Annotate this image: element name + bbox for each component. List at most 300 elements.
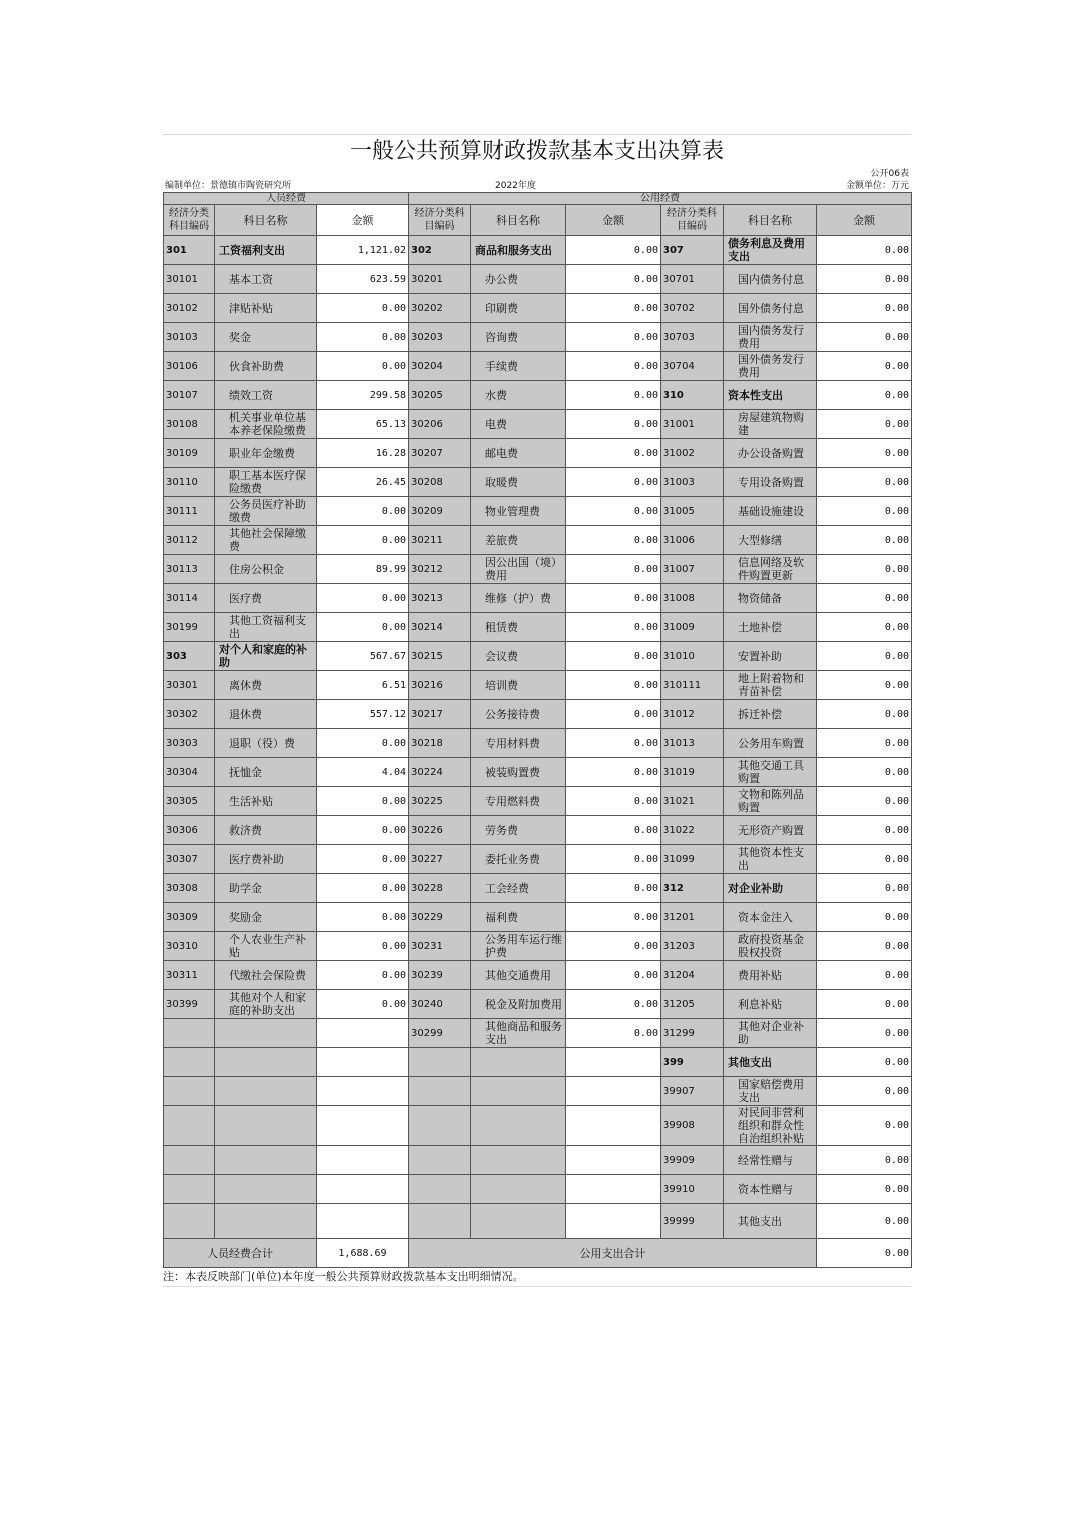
row-code-other: 307 [661,236,724,265]
row-amount-goods-services: 0.00 [566,729,661,758]
row-name-goods-services: 公务接待费 [471,700,566,729]
row-name-goods-services: 印刷费 [471,294,566,323]
row-amount-goods-services: 0.00 [566,845,661,874]
row-name-personnel: 公务员医疗补助缴费 [215,497,317,526]
row-amount-personnel: 0.00 [317,729,409,758]
row-amount-goods-services: 0.00 [566,468,661,497]
table-row [164,1146,912,1175]
row-code-other: 31010 [661,642,724,671]
row-code-other: 39909 [661,1146,724,1175]
row-name-goods-services [471,1106,566,1146]
row-name-goods-services [471,1175,566,1204]
row-amount-personnel: 0.00 [317,323,409,352]
row-code-goods-services: 30202 [409,294,471,323]
row-code-goods-services: 30218 [409,729,471,758]
row-code-goods-services [409,1106,471,1146]
row-amount-goods-services: 0.00 [566,932,661,961]
row-amount-other: 0.00 [817,1175,912,1204]
table-row [164,381,912,410]
row-code-goods-services: 30211 [409,526,471,555]
row-name-personnel [215,1106,317,1146]
section-personnel: 人员经费 [164,193,409,205]
header-name-a: 科目名称 [215,205,317,236]
row-name-goods-services: 福利费 [471,903,566,932]
row-amount-other: 0.00 [817,1048,912,1077]
row-amount-other: 0.00 [817,990,912,1019]
row-code-goods-services: 30204 [409,352,471,381]
row-code-other: 31021 [661,787,724,816]
table-row [164,671,912,700]
row-amount-personnel: 0.00 [317,294,409,323]
row-amount-personnel: 557.12 [317,700,409,729]
row-code-personnel: 30199 [164,613,215,642]
row-amount-other: 0.00 [817,642,912,671]
row-code-personnel: 30103 [164,323,215,352]
row-code-personnel [164,1146,215,1175]
row-name-goods-services: 物业管理费 [471,497,566,526]
header-code-b: 经济分类科目编码 [409,205,471,236]
row-code-other: 31002 [661,439,724,468]
row-name-personnel: 抚恤金 [215,758,317,787]
table-row [164,236,912,265]
row-name-personnel: 奖金 [215,323,317,352]
row-code-goods-services: 30216 [409,671,471,700]
row-code-personnel: 30111 [164,497,215,526]
row-amount-other: 0.00 [817,700,912,729]
row-code-goods-services: 30224 [409,758,471,787]
row-code-personnel: 301 [164,236,215,265]
row-amount-other: 0.00 [817,555,912,584]
row-name-goods-services: 邮电费 [471,439,566,468]
table-row [164,1175,912,1204]
table-row [164,352,912,381]
row-code-other: 31001 [661,410,724,439]
row-amount-other: 0.00 [817,932,912,961]
row-code-personnel: 30302 [164,700,215,729]
row-amount-goods-services: 0.00 [566,787,661,816]
row-name-personnel: 职业年金缴费 [215,439,317,468]
row-amount-other: 0.00 [817,381,912,410]
row-code-goods-services [409,1175,471,1204]
row-name-personnel: 职工基本医疗保险缴费 [215,468,317,497]
table-row [164,1204,912,1239]
row-name-other: 安置补助 [724,642,817,671]
row-name-other: 文物和陈列品购置 [724,787,817,816]
row-code-goods-services: 30231 [409,932,471,961]
row-amount-personnel: 567.67 [317,642,409,671]
row-name-goods-services: 其他交通费用 [471,961,566,990]
report-title: 一般公共预算财政拨款基本支出决算表 [163,134,911,168]
row-amount-personnel: 16.28 [317,439,409,468]
form-number: 公开06表 [870,169,909,179]
row-code-goods-services: 30208 [409,468,471,497]
table-row [164,874,912,903]
row-code-other: 310 [661,381,724,410]
row-amount-personnel: 0.00 [317,990,409,1019]
row-name-other: 国外债务发行费用 [724,352,817,381]
row-name-goods-services: 工会经费 [471,874,566,903]
table-row [164,961,912,990]
row-code-personnel: 30308 [164,874,215,903]
row-name-personnel: 住房公积金 [215,555,317,584]
table-row [164,990,912,1019]
row-code-other: 31005 [661,497,724,526]
row-code-other: 30701 [661,265,724,294]
row-amount-goods-services: 0.00 [566,642,661,671]
row-name-personnel: 绩效工资 [215,381,317,410]
row-amount-other: 0.00 [817,1146,912,1175]
row-name-goods-services: 会议费 [471,642,566,671]
row-amount-other: 0.00 [817,584,912,613]
row-code-other: 31008 [661,584,724,613]
row-name-personnel: 医疗费补助 [215,845,317,874]
row-code-goods-services: 30227 [409,845,471,874]
row-amount-personnel: 26.45 [317,468,409,497]
row-amount-personnel [317,1048,409,1077]
table-row [164,294,912,323]
row-code-goods-services: 30214 [409,613,471,642]
table-note: 注：本表反映部门(单位)本年度一般公共预算财政拨款基本支出明细情况。 [163,1268,911,1287]
table-row [164,1048,912,1077]
row-code-goods-services [409,1048,471,1077]
row-code-goods-services [409,1204,471,1239]
row-amount-personnel: 0.00 [317,497,409,526]
row-code-personnel: 30311 [164,961,215,990]
row-amount-goods-services: 0.00 [566,990,661,1019]
row-amount-personnel [317,1146,409,1175]
row-name-goods-services [471,1048,566,1077]
row-amount-goods-services: 0.00 [566,613,661,642]
row-code-other: 39910 [661,1175,724,1204]
row-name-personnel: 代缴社会保险费 [215,961,317,990]
header-name-b: 科目名称 [471,205,566,236]
row-name-other: 其他对企业补助 [724,1019,817,1048]
expenditure-table [163,192,912,1268]
row-code-goods-services: 30240 [409,990,471,1019]
row-code-personnel: 30109 [164,439,215,468]
row-name-other: 信息网络及软件购置更新 [724,555,817,584]
row-name-personnel [215,1146,317,1175]
row-code-personnel: 30110 [164,468,215,497]
row-code-personnel: 30114 [164,584,215,613]
row-amount-goods-services: 0.00 [566,584,661,613]
row-name-goods-services: 公务用车运行维护费 [471,932,566,961]
row-code-other: 39907 [661,1077,724,1106]
row-name-other: 对企业补助 [724,874,817,903]
row-name-goods-services: 办公费 [471,265,566,294]
row-name-personnel: 工资福利支出 [215,236,317,265]
row-amount-other: 0.00 [817,410,912,439]
row-name-other: 基础设施建设 [724,497,817,526]
row-amount-goods-services: 0.00 [566,294,661,323]
row-amount-goods-services: 0.00 [566,874,661,903]
row-name-goods-services: 培训费 [471,671,566,700]
row-name-personnel: 奖励金 [215,903,317,932]
table-row [164,729,912,758]
row-amount-personnel [317,1106,409,1146]
row-name-goods-services [471,1077,566,1106]
public-total-label: 公用支出合计 [409,1239,817,1268]
row-name-other: 办公设备购置 [724,439,817,468]
row-code-other: 30702 [661,294,724,323]
row-name-other: 资本性支出 [724,381,817,410]
row-amount-goods-services: 0.00 [566,381,661,410]
row-code-personnel: 30113 [164,555,215,584]
row-code-goods-services: 30299 [409,1019,471,1048]
row-amount-personnel: 0.00 [317,787,409,816]
row-name-other: 土地补偿 [724,613,817,642]
table-row [164,932,912,961]
row-name-goods-services: 手续费 [471,352,566,381]
row-name-other: 其他资本性支出 [724,845,817,874]
row-code-other: 312 [661,874,724,903]
row-code-goods-services: 302 [409,236,471,265]
money-unit: 金额单位：万元 [845,181,909,191]
row-name-other: 利息补贴 [724,990,817,1019]
row-amount-other: 0.00 [817,816,912,845]
table-row [164,439,912,468]
row-code-other: 31013 [661,729,724,758]
row-code-goods-services: 30228 [409,874,471,903]
row-code-other: 31203 [661,932,724,961]
row-name-other: 对民间非营利组织和群众性自治组织补贴 [724,1106,817,1146]
header-name-c: 科目名称 [724,205,817,236]
row-name-goods-services: 因公出国（境）费用 [471,555,566,584]
row-name-other: 其他支出 [724,1204,817,1239]
row-code-other: 31204 [661,961,724,990]
row-code-other: 31201 [661,903,724,932]
row-amount-personnel: 0.00 [317,352,409,381]
row-name-other: 费用补贴 [724,961,817,990]
compiling-unit: 编制单位：景德镇市陶瓷研究所 [165,181,292,191]
personnel-total-label: 人员经费合计 [164,1239,317,1268]
row-name-other: 无形资产购置 [724,816,817,845]
row-amount-goods-services: 0.00 [566,410,661,439]
table-row [164,700,912,729]
row-name-personnel: 其他对个人和家庭的补助支出 [215,990,317,1019]
row-code-personnel: 30304 [164,758,215,787]
row-name-other: 债务利息及费用支出 [724,236,817,265]
row-code-personnel: 30310 [164,932,215,961]
row-name-other: 资本金注入 [724,903,817,932]
row-amount-goods-services: 0.00 [566,1019,661,1048]
row-code-goods-services: 30207 [409,439,471,468]
row-amount-goods-services [566,1146,661,1175]
row-amount-personnel: 299.58 [317,381,409,410]
row-name-personnel: 伙食补助费 [215,352,317,381]
row-name-other: 公务用车购置 [724,729,817,758]
table-row [164,265,912,294]
row-amount-other: 0.00 [817,1077,912,1106]
row-amount-goods-services: 0.00 [566,816,661,845]
row-amount-other: 0.00 [817,526,912,555]
row-code-goods-services: 30239 [409,961,471,990]
row-code-goods-services: 30212 [409,555,471,584]
row-name-other: 国外债务付息 [724,294,817,323]
table-row [164,1106,912,1146]
table-row [164,323,912,352]
row-code-other: 399 [661,1048,724,1077]
row-code-goods-services: 30215 [409,642,471,671]
row-name-other: 政府投资基金股权投资 [724,932,817,961]
row-code-personnel [164,1019,215,1048]
row-name-personnel [215,1019,317,1048]
form-number-row [163,168,911,180]
table-row [164,468,912,497]
row-name-other: 国家赔偿费用支出 [724,1077,817,1106]
row-name-personnel: 医疗费 [215,584,317,613]
header-code-a: 经济分类科目编码 [164,205,215,236]
row-code-personnel: 30309 [164,903,215,932]
report-sheet [163,134,911,1287]
row-name-personnel [215,1204,317,1239]
row-name-personnel [215,1077,317,1106]
header-amount-b: 金额 [566,205,661,236]
row-amount-personnel: 1,121.02 [317,236,409,265]
row-code-goods-services: 30203 [409,323,471,352]
row-name-goods-services: 专用燃料费 [471,787,566,816]
header-amount-c: 金额 [817,205,912,236]
row-amount-other: 0.00 [817,874,912,903]
row-amount-other: 0.00 [817,845,912,874]
row-amount-other: 0.00 [817,1019,912,1048]
row-amount-personnel: 4.04 [317,758,409,787]
row-code-other: 31003 [661,468,724,497]
row-name-personnel: 救济费 [215,816,317,845]
row-amount-personnel: 0.00 [317,903,409,932]
row-code-personnel: 30303 [164,729,215,758]
row-code-personnel: 30307 [164,845,215,874]
row-code-other: 39999 [661,1204,724,1239]
row-amount-other: 0.00 [817,352,912,381]
row-amount-goods-services: 0.00 [566,323,661,352]
row-amount-personnel: 0.00 [317,874,409,903]
row-code-personnel: 30112 [164,526,215,555]
row-name-other: 房屋建筑物购建 [724,410,817,439]
row-code-goods-services [409,1146,471,1175]
row-name-goods-services [471,1146,566,1175]
row-amount-goods-services [566,1048,661,1077]
row-code-goods-services: 30201 [409,265,471,294]
row-code-personnel [164,1106,215,1146]
row-code-other: 31009 [661,613,724,642]
row-code-other: 31205 [661,990,724,1019]
row-amount-goods-services: 0.00 [566,903,661,932]
row-code-personnel: 30108 [164,410,215,439]
row-name-personnel: 离休费 [215,671,317,700]
row-name-personnel: 退职（役）费 [215,729,317,758]
table-row [164,613,912,642]
table-row [164,1077,912,1106]
section-header-row [164,193,912,205]
row-name-goods-services: 委托业务费 [471,845,566,874]
public-total-amount: 0.00 [817,1239,912,1268]
row-amount-goods-services: 0.00 [566,265,661,294]
row-amount-other: 0.00 [817,1204,912,1239]
row-name-personnel: 基本工资 [215,265,317,294]
row-name-personnel: 退休费 [215,700,317,729]
row-amount-personnel: 0.00 [317,961,409,990]
row-code-personnel [164,1175,215,1204]
row-amount-other: 0.00 [817,265,912,294]
row-amount-goods-services [566,1077,661,1106]
table-row [164,758,912,787]
table-row [164,497,912,526]
row-amount-goods-services [566,1204,661,1239]
row-amount-personnel: 89.99 [317,555,409,584]
row-amount-personnel [317,1175,409,1204]
row-name-goods-services: 水费 [471,381,566,410]
row-amount-other: 0.00 [817,294,912,323]
table-row [164,787,912,816]
table-row [164,410,912,439]
row-amount-personnel [317,1204,409,1239]
table-row [164,584,912,613]
totals-row [164,1239,912,1268]
report-meta-row [163,180,911,192]
row-code-personnel: 30101 [164,265,215,294]
row-amount-goods-services: 0.00 [566,700,661,729]
row-amount-personnel [317,1077,409,1106]
row-amount-other: 0.00 [817,439,912,468]
row-code-personnel: 30306 [164,816,215,845]
row-code-personnel: 30102 [164,294,215,323]
row-code-other: 31007 [661,555,724,584]
row-amount-goods-services: 0.00 [566,236,661,265]
row-name-personnel: 个人农业生产补贴 [215,932,317,961]
row-amount-other: 0.00 [817,468,912,497]
row-code-other: 31022 [661,816,724,845]
row-amount-personnel: 0.00 [317,613,409,642]
row-name-other: 拆迁补偿 [724,700,817,729]
row-amount-goods-services: 0.00 [566,671,661,700]
row-code-goods-services: 30209 [409,497,471,526]
row-amount-goods-services: 0.00 [566,555,661,584]
row-name-personnel [215,1175,317,1204]
row-code-personnel: 30399 [164,990,215,1019]
row-code-goods-services: 30229 [409,903,471,932]
row-name-goods-services: 租赁费 [471,613,566,642]
row-code-personnel [164,1077,215,1106]
row-amount-other: 0.00 [817,961,912,990]
row-code-goods-services: 30213 [409,584,471,613]
row-amount-personnel: 0.00 [317,845,409,874]
row-amount-other: 0.00 [817,497,912,526]
row-name-other: 其他支出 [724,1048,817,1077]
row-code-other: 39908 [661,1106,724,1146]
row-amount-other: 0.00 [817,787,912,816]
personnel-total-amount: 1,688.69 [317,1239,409,1268]
row-code-goods-services: 30225 [409,787,471,816]
row-amount-personnel: 0.00 [317,816,409,845]
row-amount-other: 0.00 [817,613,912,642]
row-amount-other: 0.00 [817,323,912,352]
row-name-goods-services: 咨询费 [471,323,566,352]
header-amount-a: 金额 [317,205,409,236]
row-amount-goods-services: 0.00 [566,758,661,787]
row-amount-other: 0.00 [817,758,912,787]
row-code-personnel [164,1204,215,1239]
row-amount-other: 0.00 [817,236,912,265]
table-row [164,845,912,874]
row-name-personnel: 其他工资福利支出 [215,613,317,642]
row-code-other: 31099 [661,845,724,874]
row-name-goods-services: 劳务费 [471,816,566,845]
row-name-other: 其他交通工具购置 [724,758,817,787]
row-amount-personnel: 65.13 [317,410,409,439]
row-amount-goods-services [566,1106,661,1146]
row-code-personnel: 30107 [164,381,215,410]
